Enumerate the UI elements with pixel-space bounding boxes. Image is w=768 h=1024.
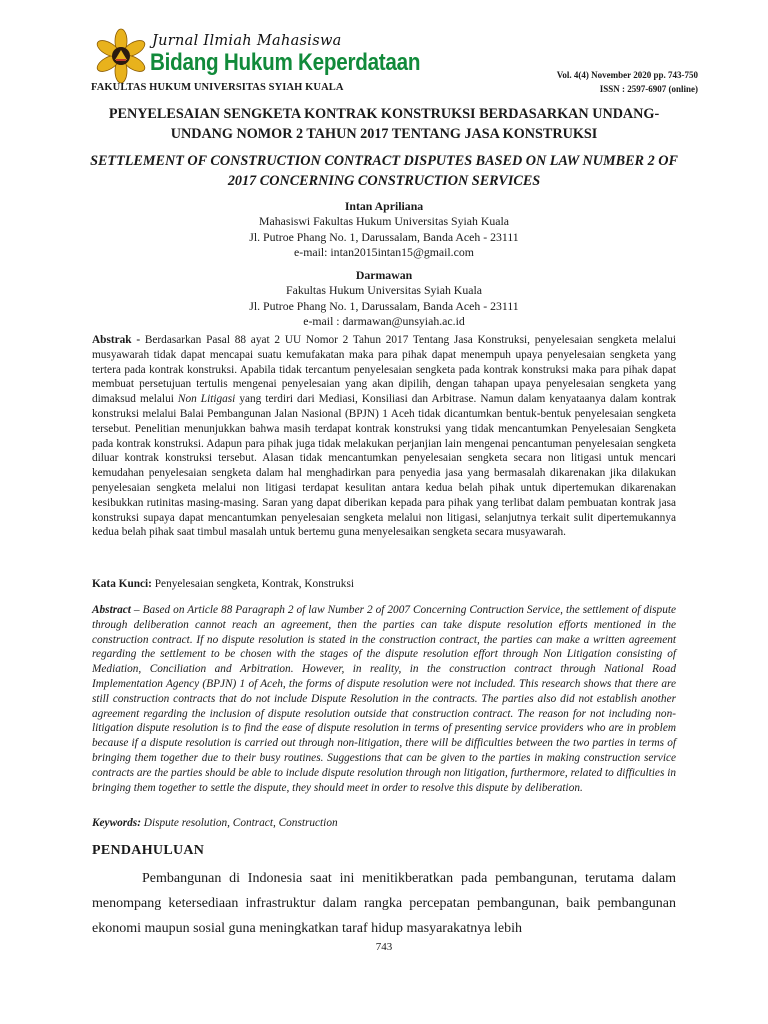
keywords-label: Keywords: <box>92 817 141 829</box>
author-address: Jl. Putroe Phang No. 1, Darussalam, Banda Aceh - 23111 <box>249 229 519 244</box>
abstrak-text-1: Berdasarkan Pasal 88 ayat 2 UU Nomor 2 Tahun 2017 Tentang Jasa Konstruksi, penyelesaian sengketa melalui musyawarah tidak dapat mencapai suatu kemufakatan maka para pihak dapat menempuh upaya penyelesaian sengketa yang tertera pada kontrak konstruksi. Apabila tidak tercantum penyelesaian sengketa pada kontrak konstruksi maka para pihak dapat membuat persetujuan tertulis mengenai penyelesaian yang akan dipilih, dengan tahapan upaya penyelesaian sengketa yang dimaksud melalui <box>92 334 676 406</box>
abstrak-paragraph <box>92 333 676 540</box>
abstrak-label: Abstrak - <box>92 334 141 346</box>
abstract-paragraph <box>92 603 676 795</box>
keywords-text: Dispute resolution, Contract, Construction <box>143 817 338 829</box>
faculty-name: FAKULTAS HUKUM UNIVERSITAS SYIAH KUALA <box>91 82 344 93</box>
page-number: 743 <box>375 941 393 953</box>
abstrak-italic-term: Non Litigasi <box>177 393 236 406</box>
journal-name: Bidang Hukum Keperdataan <box>150 49 421 76</box>
author-name: Darmawan <box>355 268 413 282</box>
abstrak-text-2: yang terdiri dari Mediasi, Konsiliasi dan Arbitrase. Namun dalam kenyataanya dalam kontrak konstruksi melalui Balai Pembangunan Jalan Nasional (BPJN) 1 Aceh tidak dicantumkan bentuk-bentuk penyelesaian sengketa tersebut. Penelitian menunjukkan bahwa masih terdapat kontrak konstruksi yang tidak mencantumkan Penyelesaian Sengketa pada kontrak konstruksi. Adapun para pihak juga tidak melakukan perjanjian lain mengenai pencantuman penyelesaian sengketa diluar kontrak konstruksi tersebut. Alasan tidak mencantumkan penyelesaian sengketa secara non litigasi untuk mencari kemudahan penyelesaian sengketa dalam hal menghadirkan para penyedia jasa yang bermasalah dikarenakan jika dilakukan penyelesaian sengketa melalui non litigasi terdapat kesulitan antara kedua belah pihak untuk dipertemukan dikarenakan kesibukkan rutinitas masing-masing. Saran yang dapat diberikan kepada para pihak yang terlibat dalam pembuatan kontrak jasa konstruksi supaya dapat mencantumkan penyelesaian sengketa melalui non litigasi, selanjutnya terkait sulit dipertemukannya kedua belah pihak saat timbul masalah untuk bertemu guna menyelesaikan sengketa secara musyawarah. <box>92 393 676 539</box>
author-affiliation: Fakultas Hukum Universitas Syiah Kuala <box>286 283 482 298</box>
abstract-label: Abstract <box>92 604 131 616</box>
journal-series-name: Jurnal Ilmiah Mahasiswa <box>152 33 342 49</box>
author-email[interactable]: e-mail : darmawan@unsyiah.ac.id <box>303 313 465 328</box>
section-heading: PENDAHULUAN <box>92 843 205 858</box>
author-email[interactable]: e-mail: intan2015intan15@gmail.com <box>294 244 474 259</box>
abstract-text: – Based on Article 88 Paragraph 2 of law Number 2 of 2007 Concerning Contruction Service, the settlement of dispute through deliberation cannot reach an agreement, then the parties can take dispute resolution efforts mentioned in the construction contract. If no dispute resolution is stated in the construction contract, the parties can make a written agreement regarding the settlement to be chosen with the stages of the dispute resolution effort through Non Litigation consisting of Mediation, Conciliation and Arbitration. However, in reality, in the construction contract through National Road Implementation Agency (BPJN) 1 of Aceh, the forms of dispute resolution were not included. This research shows that there are still construction contracts that do not include Dispute Resolution in the contracts. The parties also did not establish another agreement regarding the inclusion of dispute resolution outside that construction contract. The reason for not including non-litigation dispute resolution is to find the ease of dispute resolution in terms of presenting service providers who are in problem because if a dispute resolution is carried out through non-litigation, there will be difficulties between the two parties in terms of bringing them together due to their busy routines. Suggestions that can be given to the parties in making construction service contracts are the parties should be able to include dispute resolution through non litigation, furthermore, related to difficulties in bringing them together to settle the dispute, they should meet in order to resolve this dispute by deliberation. <box>92 604 676 794</box>
volume-info: Vol. 4(4) November 2020 pp. 743-750 <box>556 70 698 80</box>
author-affiliation: Mahasiswi Fakultas Hukum Universitas Syiah Kuala <box>259 214 509 229</box>
body-paragraph: Pembangunan di Indonesia saat ini menitikberatkan pada pembangunan, terutama dalam menompang ketersediaan infrastruktur dalam rangka percepatan pembangunan, baik pembangunan ekonomi maupun sosial guna meningkatkan taraf hidup masyarakatnya lebih <box>92 871 676 936</box>
title-indonesian: PENYELESAIAN SENGKETA KONTRAK KONSTRUKSI BERDASARKAN UNDANG-UNDANG NOMOR 2 TAHUN 2017 TENTANG JASA KONSTRUKSI <box>108 106 660 142</box>
author-block-1 <box>80 199 688 260</box>
author-name: Intan Apriliana <box>344 199 424 213</box>
author-address: Jl. Putroe Phang No. 1, Darussalam, Banda Aceh - 23111 <box>249 298 519 313</box>
keywords <box>92 816 676 831</box>
kata-kunci-label: Kata Kunci: <box>92 578 152 590</box>
kata-kunci-text: Penyelesaian sengketa, Kontrak, Konstruksi <box>154 578 354 590</box>
author-block-2 <box>80 268 688 329</box>
kata-kunci <box>92 577 676 592</box>
issn-info: ISSN : 2597-6907 (online) <box>599 84 698 94</box>
journal-logo-icon <box>92 27 150 83</box>
title-english: SETTLEMENT OF CONSTRUCTION CONTRACT DISPUTES BASED ON LAW NUMBER 2 OF 2017 CONCERNING CONSTRUCTION SERVICES <box>90 153 678 189</box>
